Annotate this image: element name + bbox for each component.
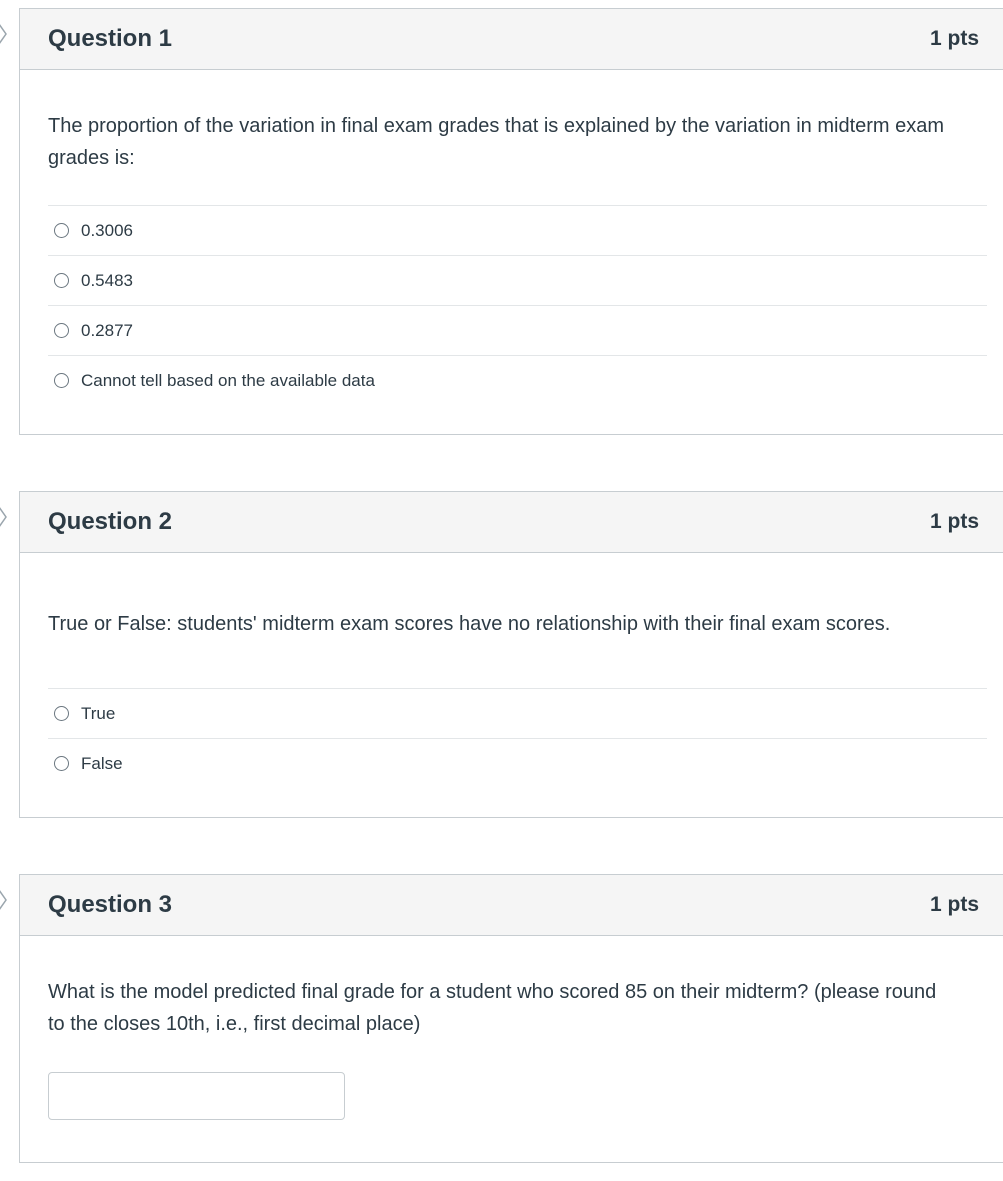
question-1-header (20, 9, 1003, 70)
answer-label[interactable]: False (81, 753, 123, 773)
question-title: Question 1 (48, 25, 173, 52)
answer-option[interactable] (48, 255, 987, 305)
answer-list (48, 205, 987, 405)
question-2-box (19, 491, 1003, 818)
radio-button[interactable] (54, 756, 69, 771)
question-points: 1 pts (929, 510, 979, 533)
question-marker-icon (0, 22, 10, 46)
radio-button[interactable] (54, 323, 69, 338)
radio-button[interactable] (54, 706, 69, 721)
answer-label[interactable]: True (81, 703, 116, 723)
answer-label[interactable]: 0.2877 (81, 320, 133, 340)
question-2-header (20, 492, 1003, 553)
answer-option[interactable] (48, 205, 987, 255)
question-points: 1 pts (929, 893, 979, 916)
answer-label[interactable]: Cannot tell based on the available data (81, 370, 375, 390)
answer-option[interactable] (48, 355, 987, 405)
question-text: True or False: students' midterm exam scores have no relationship with their final exam scores. (48, 613, 891, 635)
question-title: Question 3 (48, 891, 173, 918)
radio-button[interactable] (54, 373, 69, 388)
question-1-box (19, 8, 1003, 435)
question-marker-icon (0, 505, 10, 529)
answer-list (48, 688, 987, 788)
answer-option[interactable] (48, 738, 987, 788)
question-text: The proportion of the variation in final exam grades that is explained by the variation in midterm exam grades is: (48, 115, 945, 169)
answer-label[interactable]: 0.5483 (81, 270, 133, 290)
question-marker-icon (0, 888, 10, 912)
question-3-header (20, 875, 1003, 936)
radio-button[interactable] (54, 223, 69, 238)
answer-option[interactable] (48, 688, 987, 738)
radio-button[interactable] (54, 273, 69, 288)
answer-label[interactable]: 0.3006 (81, 220, 133, 240)
question-3-box (19, 874, 1003, 1163)
question-points: 1 pts (929, 27, 979, 50)
question-title: Question 2 (48, 508, 173, 535)
answer-option[interactable] (48, 305, 987, 355)
question-text: What is the model predicted final grade for a student who scored 85 on their midterm? (please round to the closes 10th, i.e., first decimal place) (48, 981, 937, 1035)
answer-input[interactable] (48, 1072, 345, 1120)
